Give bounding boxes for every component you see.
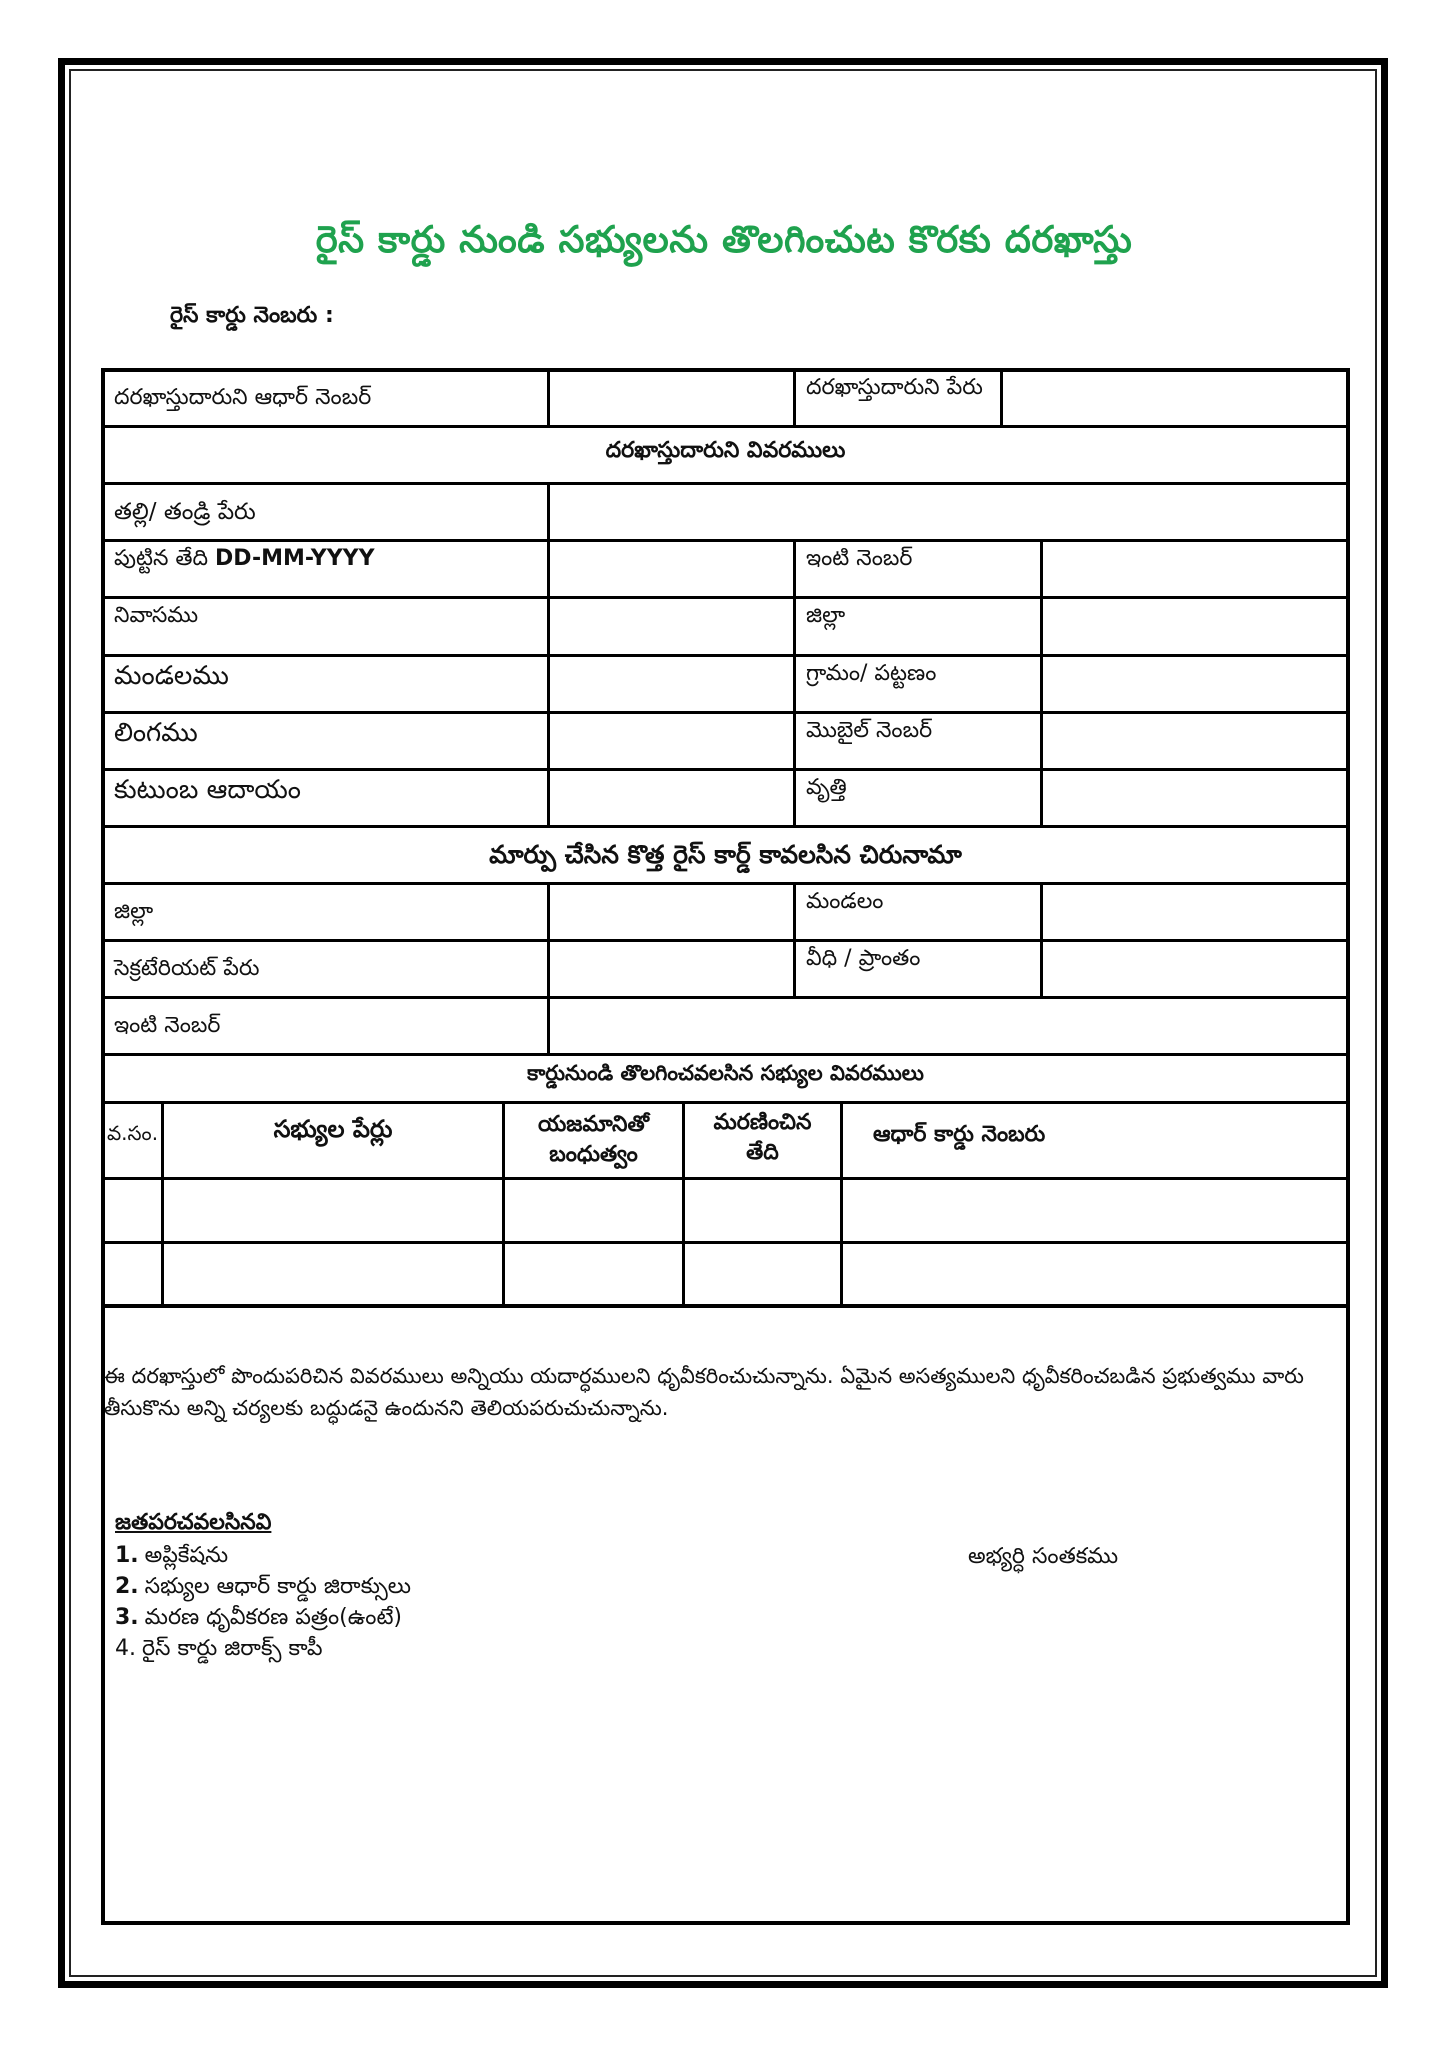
applicant-name-label: దరఖాస్తుదారుని పేరు <box>806 375 983 400</box>
family-income-label: కుటుంబ ఆదాయం <box>114 775 301 805</box>
new-district-field[interactable] <box>550 885 793 940</box>
residence-label: నివాసము <box>114 603 199 628</box>
date-format-hint: DD-MM-YYYY <box>215 546 375 571</box>
member-1-serial[interactable] <box>104 1180 161 1241</box>
divider <box>502 1103 505 1305</box>
member-2-name[interactable] <box>164 1244 502 1305</box>
item-text: మరణ ధృవీకరణ పత్రం(ఉంటే) <box>144 1605 403 1630</box>
divider <box>682 1103 685 1305</box>
divider <box>793 883 796 997</box>
divider <box>101 825 1350 828</box>
applicant-aadhaar-label: దరఖాస్తుదారుని ఆధార్ నెంబర్ <box>114 385 372 410</box>
divider <box>793 540 796 826</box>
member-2-relation[interactable] <box>505 1244 682 1305</box>
divider <box>161 1103 164 1305</box>
item-number: 2. <box>115 1574 139 1599</box>
parent-name-label: తల్లి/ తండ్రి పేరు <box>114 499 256 525</box>
divider <box>840 1103 843 1305</box>
divider <box>793 368 796 426</box>
attachment-item <box>115 1540 411 1571</box>
col-aadhaar-number: ఆధార్ కార్డు నెంబరు <box>873 1122 1046 1147</box>
declaration-text: ఈ దరఖాస్తులో పొందుపరిచిన వివరములు అన్నియు యదార్ధములని ధృవీకరించుచున్నాను. ఏమైన అసత్యములని ధృవీకరించబడిన ప్రభుత్వము వారు తీసుకొను అన్ని చర్యలకు బద్ధుడనై ఉందునని తెలియపరుచుచున్నాను. <box>104 1364 1304 1420</box>
gender-field[interactable] <box>550 714 793 769</box>
divider <box>1040 540 1043 826</box>
attachment-item <box>115 1633 411 1664</box>
mandal-label: మండలము <box>114 661 229 691</box>
applicant-aadhaar-field[interactable] <box>550 371 793 426</box>
house-number-field[interactable] <box>1043 542 1346 597</box>
street-area-field[interactable] <box>1043 942 1346 997</box>
district-label: జిల్లా <box>806 603 846 628</box>
col-relation-to-head: యజమానితో బంధుత్వం <box>538 1112 649 1167</box>
gender-label: లింగము <box>114 718 198 748</box>
divider <box>547 997 550 1054</box>
mobile-number-field[interactable] <box>1043 714 1346 769</box>
dob-label: పుట్టిన తేది DD-MM-YYYY <box>114 546 375 571</box>
secretariat-name-field[interactable] <box>550 942 793 997</box>
attachment-item <box>115 1571 411 1602</box>
village-town-label: గ్రామం/ పట్టణం <box>806 661 937 686</box>
new-house-number-field[interactable] <box>550 999 1346 1054</box>
new-mandal-label: మండలం <box>806 889 884 914</box>
residence-field[interactable] <box>550 599 793 654</box>
divider <box>547 483 550 540</box>
col-serial-number: వ.సం. <box>106 1121 159 1145</box>
divider <box>101 1304 1350 1308</box>
col-date-of-death: మరణించిన తేది <box>713 1110 812 1165</box>
form-title: రైస్ కార్డు నుండి సభ్యులను తొలగించుట కొరకు దరఖాస్తు <box>315 218 1133 261</box>
occupation-field[interactable] <box>1043 771 1346 826</box>
mobile-number-label: మొబైల్ నెంబర్ <box>806 718 933 743</box>
new-house-number-label: ఇంటి నెంబర్ <box>114 1013 221 1038</box>
member-2-serial[interactable] <box>104 1244 161 1305</box>
member-1-death-date[interactable] <box>685 1180 840 1241</box>
members-section-header: కార్డునుండి తొలగించవలసిన సభ్యుల వివరములు <box>527 1061 924 1085</box>
divider <box>547 540 550 826</box>
mandal-field[interactable] <box>550 657 793 712</box>
member-1-aadhaar[interactable] <box>843 1180 1346 1241</box>
occupation-label: వృత్తి <box>806 775 847 800</box>
secretariat-name-label: సెక్రటేరియట్ పేరు <box>114 956 260 981</box>
rice-card-number-label: రైస్ కార్డు నెంబరు : <box>170 303 334 328</box>
new-mandal-field[interactable] <box>1043 885 1346 940</box>
new-address-header: మార్పు చేసిన కొత్త రైస్ కార్డ్ కావలసిన చిరునామా <box>489 840 962 869</box>
attachment-item <box>115 1602 411 1633</box>
col-member-names: సభ్యుల పేర్లు <box>273 1115 393 1143</box>
street-area-label: వీధి / ప్రాంతం <box>806 946 921 971</box>
item-text: రైస్ కార్డు జిరాక్స్ కాపీ <box>142 1636 323 1661</box>
applicant-signature-label: అభ్యర్ధి సంతకము <box>968 1544 1119 1569</box>
parent-name-field[interactable] <box>550 485 1346 540</box>
member-2-aadhaar[interactable] <box>843 1244 1346 1305</box>
member-1-relation[interactable] <box>505 1180 682 1241</box>
dob-field[interactable] <box>550 542 793 597</box>
divider <box>1000 368 1003 426</box>
divider <box>547 368 550 426</box>
house-number-label: ఇంటి నెంబర్ <box>806 546 913 571</box>
applicant-name-field[interactable] <box>1003 371 1346 426</box>
family-income-field[interactable] <box>550 771 793 826</box>
item-number: 3. <box>115 1605 139 1630</box>
attachments-title: జతపరచవలసినవి <box>115 1510 272 1535</box>
divider <box>547 883 550 997</box>
item-number: 1. <box>115 1543 139 1568</box>
applicant-details-header: దరఖాస్తుదారుని వివరములు <box>605 438 846 463</box>
member-1-name[interactable] <box>164 1180 502 1241</box>
member-2-death-date[interactable] <box>685 1244 840 1305</box>
new-district-label: జిల్లా <box>114 899 154 924</box>
divider <box>1040 883 1043 997</box>
item-text: అప్లికేషను <box>144 1543 229 1568</box>
district-field[interactable] <box>1043 599 1346 654</box>
item-number: 4. <box>115 1636 136 1661</box>
attachments-list <box>115 1540 411 1664</box>
item-text: సభ్యుల ఆధార్ కార్డు జిరాక్సులు <box>144 1574 411 1599</box>
village-town-field[interactable] <box>1043 657 1346 712</box>
